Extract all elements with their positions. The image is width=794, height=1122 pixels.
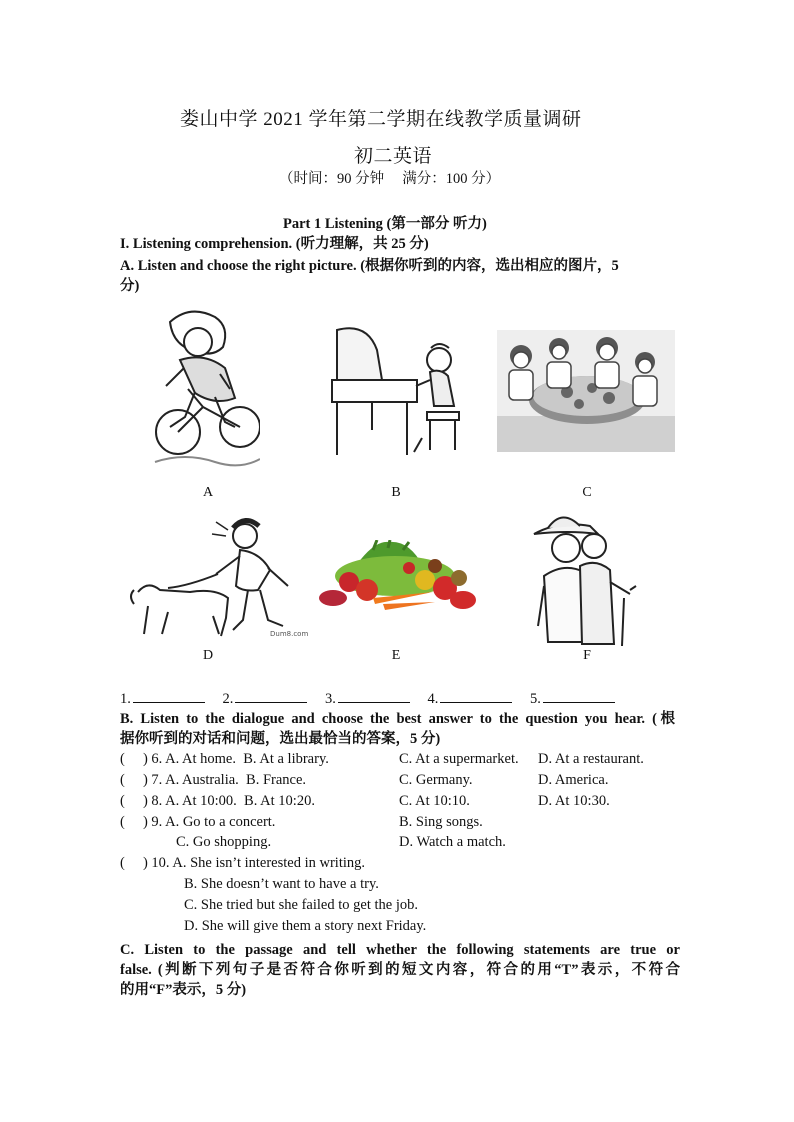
- question-6: ( ) 6. A. At home. B. At a library.: [120, 751, 329, 767]
- question-7-option-d: D. America.: [538, 772, 609, 788]
- partB-instruction: [120, 709, 675, 749]
- question-8: ( ) 8. A. At 10:00. B. At 10:20.: [120, 793, 315, 809]
- question-9-option-b: B. Sing songs.: [399, 814, 483, 830]
- partA-line2: 分): [120, 278, 140, 294]
- answer-blank-2[interactable]: [235, 688, 307, 703]
- picture-label-a: A: [202, 485, 214, 500]
- part1-heading: Part 1 Listening (第一部分 听力): [283, 216, 487, 232]
- answer-label-1: 1.: [120, 691, 131, 707]
- picture-b: [327, 320, 467, 460]
- answer-label-2: 2.: [222, 691, 234, 707]
- partC-line1: C. Listen to the passage and tell whether the following statements are true or: [120, 942, 680, 958]
- question-9-option-d: D. Watch a match.: [399, 834, 506, 850]
- boy-cycling-icon: [150, 302, 260, 474]
- partC-line3: 的用“F”表示，5 分): [120, 982, 247, 998]
- question-9-option-c: C. Go shopping.: [176, 834, 272, 850]
- question-7-option-c: C. Germany.: [399, 772, 473, 788]
- question-9: ( ) 9. A. Go to a concert.: [120, 814, 276, 830]
- question-8-option-c: C. At 10:10.: [399, 793, 470, 809]
- section1-heading: I. Listening comprehension. (听力理解，共 25 分): [120, 236, 429, 252]
- question-6-option-c: C. At a supermarket.: [399, 751, 519, 767]
- question-7: ( ) 7. A. Australia. B. France.: [120, 772, 307, 788]
- partC-instruction: [120, 940, 680, 1000]
- answer-blank-1[interactable]: [133, 688, 205, 703]
- vegetables-icon: [313, 540, 477, 616]
- two-old-men-icon: [528, 506, 640, 646]
- picture-label-f: F: [583, 648, 591, 663]
- picture-e: [313, 540, 477, 616]
- answer-blank-3[interactable]: [338, 688, 410, 703]
- picture-label-e: E: [391, 648, 401, 663]
- picture-f: [528, 506, 640, 646]
- partA-line1: A. Listen and choose the right picture. (根据你听到的内容，选出相应的图片，5: [120, 258, 619, 274]
- picture-watermark: Dum8.com: [270, 630, 308, 638]
- answer-blanks: [120, 688, 629, 708]
- partB-line1: B. Listen to the dialogue and choose the best answer to the question you hear. (根: [120, 711, 675, 727]
- family-dinner-icon: [497, 330, 675, 452]
- question-10: ( ) 10. A. She isn’t interested in writing.: [120, 855, 365, 871]
- picture-label-c: C: [582, 485, 592, 500]
- picture-label-d: D: [202, 648, 214, 663]
- partA-instruction: [120, 256, 675, 296]
- picture-a: [150, 302, 260, 474]
- question-10-option-d: D. She will give them a story next Friday.: [184, 918, 427, 934]
- partB-line2: 据你听到的对话和问题，选出最恰当的答案，5 分): [120, 731, 441, 747]
- question-10-option-b: B. She doesn’t want to have a try.: [184, 876, 379, 892]
- answer-label-4: 4.: [427, 691, 439, 707]
- picture-d: [128, 516, 308, 640]
- question-6-option-d: D. At a restaurant.: [538, 751, 644, 767]
- answer-label-5: 5.: [530, 691, 541, 707]
- exam-meta: （时间：90 分钟 满分：100 分）: [279, 171, 501, 187]
- picture-label-b: B: [391, 485, 401, 500]
- question-8-option-d: D. At 10:30.: [538, 793, 610, 809]
- answer-label-3: 3.: [325, 691, 336, 707]
- answer-blank-4[interactable]: [440, 688, 512, 703]
- girl-piano-icon: [327, 320, 467, 460]
- answer-blank-5[interactable]: [543, 688, 615, 703]
- question-10-option-c: C. She tried but she failed to get the job.: [184, 897, 418, 913]
- man-walking-dog-icon: [128, 516, 308, 640]
- exam-title: 娄山中学 2021 学年第二学期在线教学质量调研: [180, 109, 582, 130]
- picture-c: [497, 330, 675, 452]
- subject-title: 初二英语: [354, 146, 433, 167]
- partC-line2: false. (判断下列句子是否符合你听到的短文内容，符合的用“T”表示，不符合: [120, 962, 680, 978]
